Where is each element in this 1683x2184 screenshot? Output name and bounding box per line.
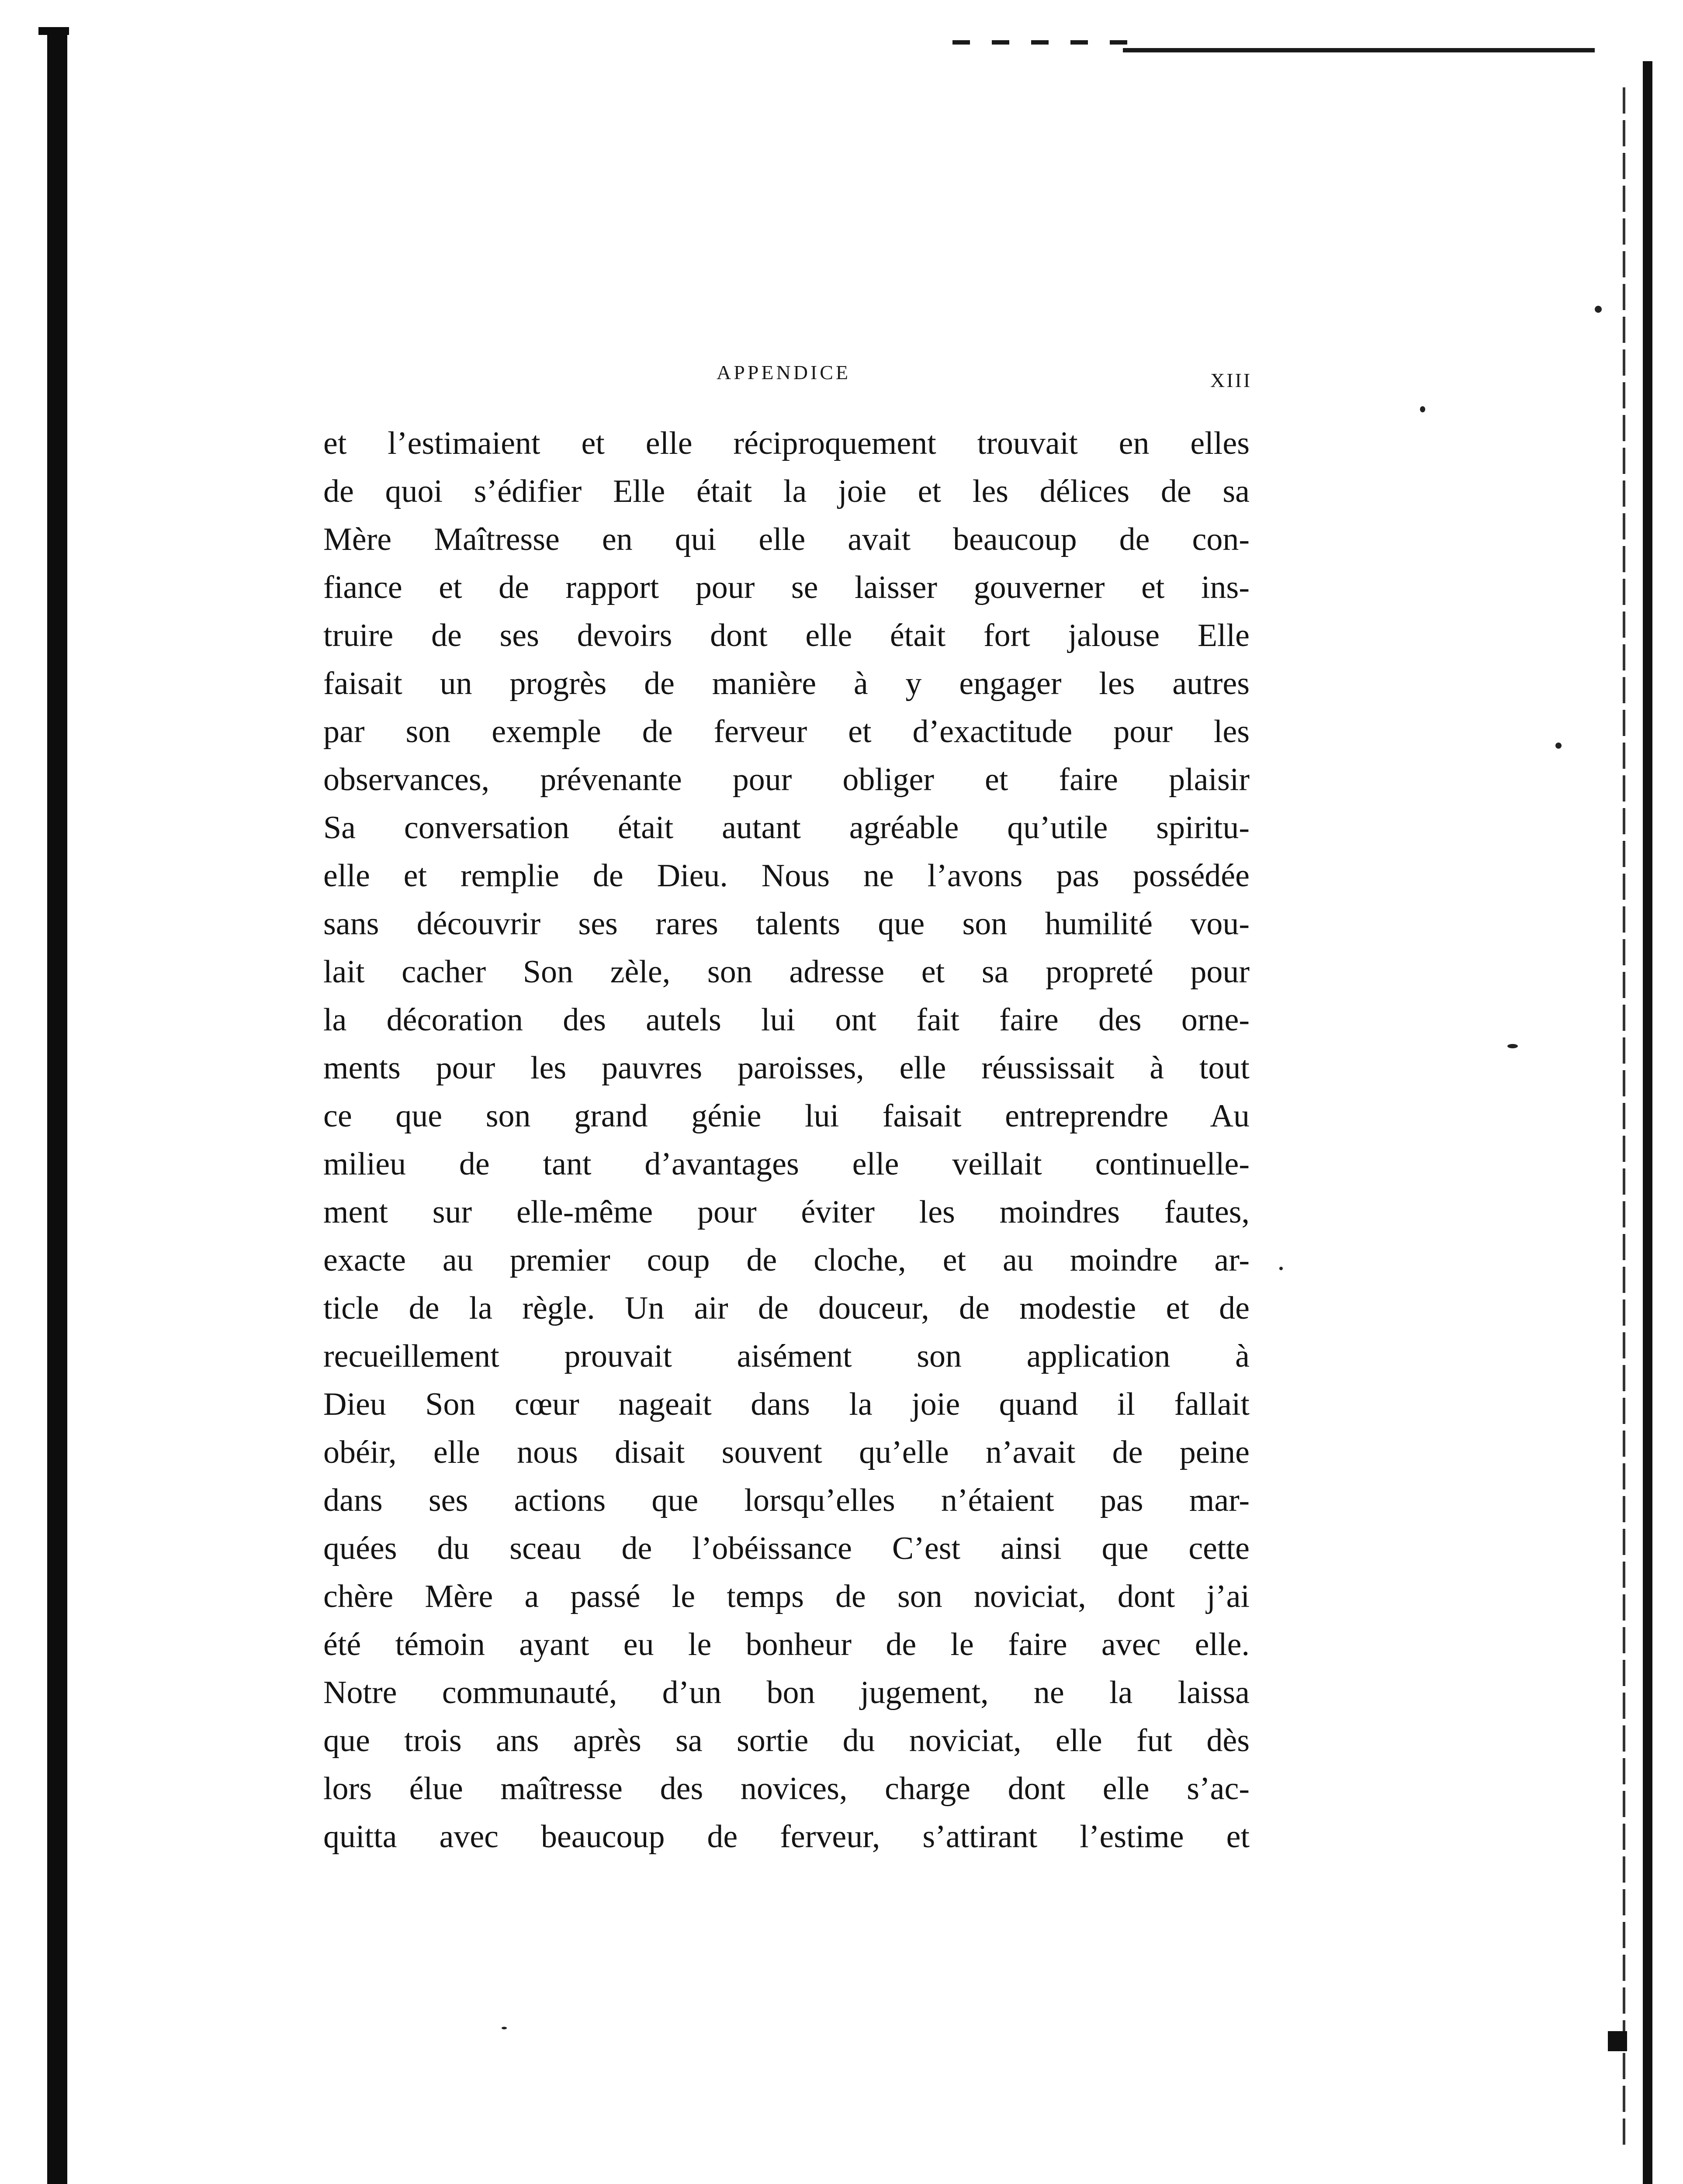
text-line: Sa conversation était autant agréable qu’utile spiritu- [323, 810, 1250, 846]
text-line: et l’estimaient et elle réciproquement trouvait en elles [323, 425, 1250, 461]
text-line: la décoration des autels lui ont fait faire des orne- [323, 1002, 1250, 1038]
scan-speck [1555, 743, 1562, 749]
text-line: Dieu Son cœur nageait dans la joie quand il fallait [323, 1386, 1250, 1422]
text-line: milieu de tant d’avantages elle veillait continuelle- [323, 1146, 1250, 1182]
text-line: Notre communauté, d’un bon jugement, ne la laissa [323, 1675, 1250, 1711]
scan-edge-left [47, 31, 67, 2184]
page-number: XIII [1210, 369, 1252, 391]
text-line: observances, prévenante pour obliger et faire plaisir [323, 762, 1250, 798]
text-line: ments pour les pauvres paroisses, elle réussissait à tout [323, 1050, 1250, 1086]
text-line: quitta avec beaucoup de ferveur, s’attirant l’estime et [323, 1819, 1250, 1855]
text-line: que trois ans après sa sortie du noviciat, elle fut dès [323, 1723, 1250, 1759]
scan-speck [1507, 1044, 1518, 1048]
text-line: lors élue maîtresse des novices, charge dont elle s’ac- [323, 1771, 1250, 1807]
text-line: été témoin ayant eu le bonheur de le faire avec elle. [323, 1627, 1250, 1662]
text-line: Mère Maîtresse en qui elle avait beaucoup de con- [323, 522, 1250, 557]
text-line: chère Mère a passé le temps de son noviciat, dont j’ai [323, 1579, 1250, 1614]
scan-edge-top-dashes [952, 40, 1127, 45]
text-line: par son exemple de ferveur et d’exactitude pour les [323, 714, 1250, 750]
scan-edge-top [1123, 48, 1595, 52]
scan-edge-right-inner [1623, 87, 1625, 2149]
body-text [323, 419, 1250, 1861]
running-head: APPENDICE [717, 361, 851, 384]
scan-speck [1420, 406, 1425, 412]
text-line: exacte au premier coup de cloche, et au moindre ar- [323, 1242, 1250, 1278]
text-line: ticle de la règle. Un air de douceur, de modestie et de [323, 1290, 1250, 1326]
text-line: recueillement prouvait aisément son application à [323, 1338, 1250, 1374]
text-line: de quoi s’édifier Elle était la joie et les délices de sa [323, 473, 1250, 509]
text-line: faisait un progrès de manière à y engager les autres [323, 666, 1250, 702]
text-line: fiance et de rapport pour se laisser gouverner et ins- [323, 570, 1250, 605]
scan-artifact-block [1608, 2031, 1627, 2051]
text-line: elle et remplie de Dieu. Nous ne l’avons pas possédée [323, 858, 1250, 894]
text-line: ment sur elle-même pour éviter les moindres fautes, [323, 1194, 1250, 1230]
scan-speck [1279, 1267, 1283, 1270]
text-line: dans ses actions que lorsqu’elles n’étaient pas mar- [323, 1482, 1250, 1518]
text-line: ce que son grand génie lui faisait entreprendre Au [323, 1098, 1250, 1134]
text-line: obéir, elle nous disait souvent qu’elle n’avait de peine [323, 1434, 1250, 1470]
text-line: quées du sceau de l’obéissance C’est ainsi que cette [323, 1531, 1250, 1566]
text-line: truire de ses devoirs dont elle était fort jalouse Elle [323, 618, 1250, 653]
text-line: lait cacher Son zèle, son adresse et sa propreté pour [323, 954, 1250, 990]
scan-speck [502, 2027, 507, 2029]
text-line: sans découvrir ses rares talents que son humilité vou- [323, 906, 1250, 942]
scan-speck [1595, 306, 1602, 313]
scan-edge-right [1643, 61, 1652, 2184]
